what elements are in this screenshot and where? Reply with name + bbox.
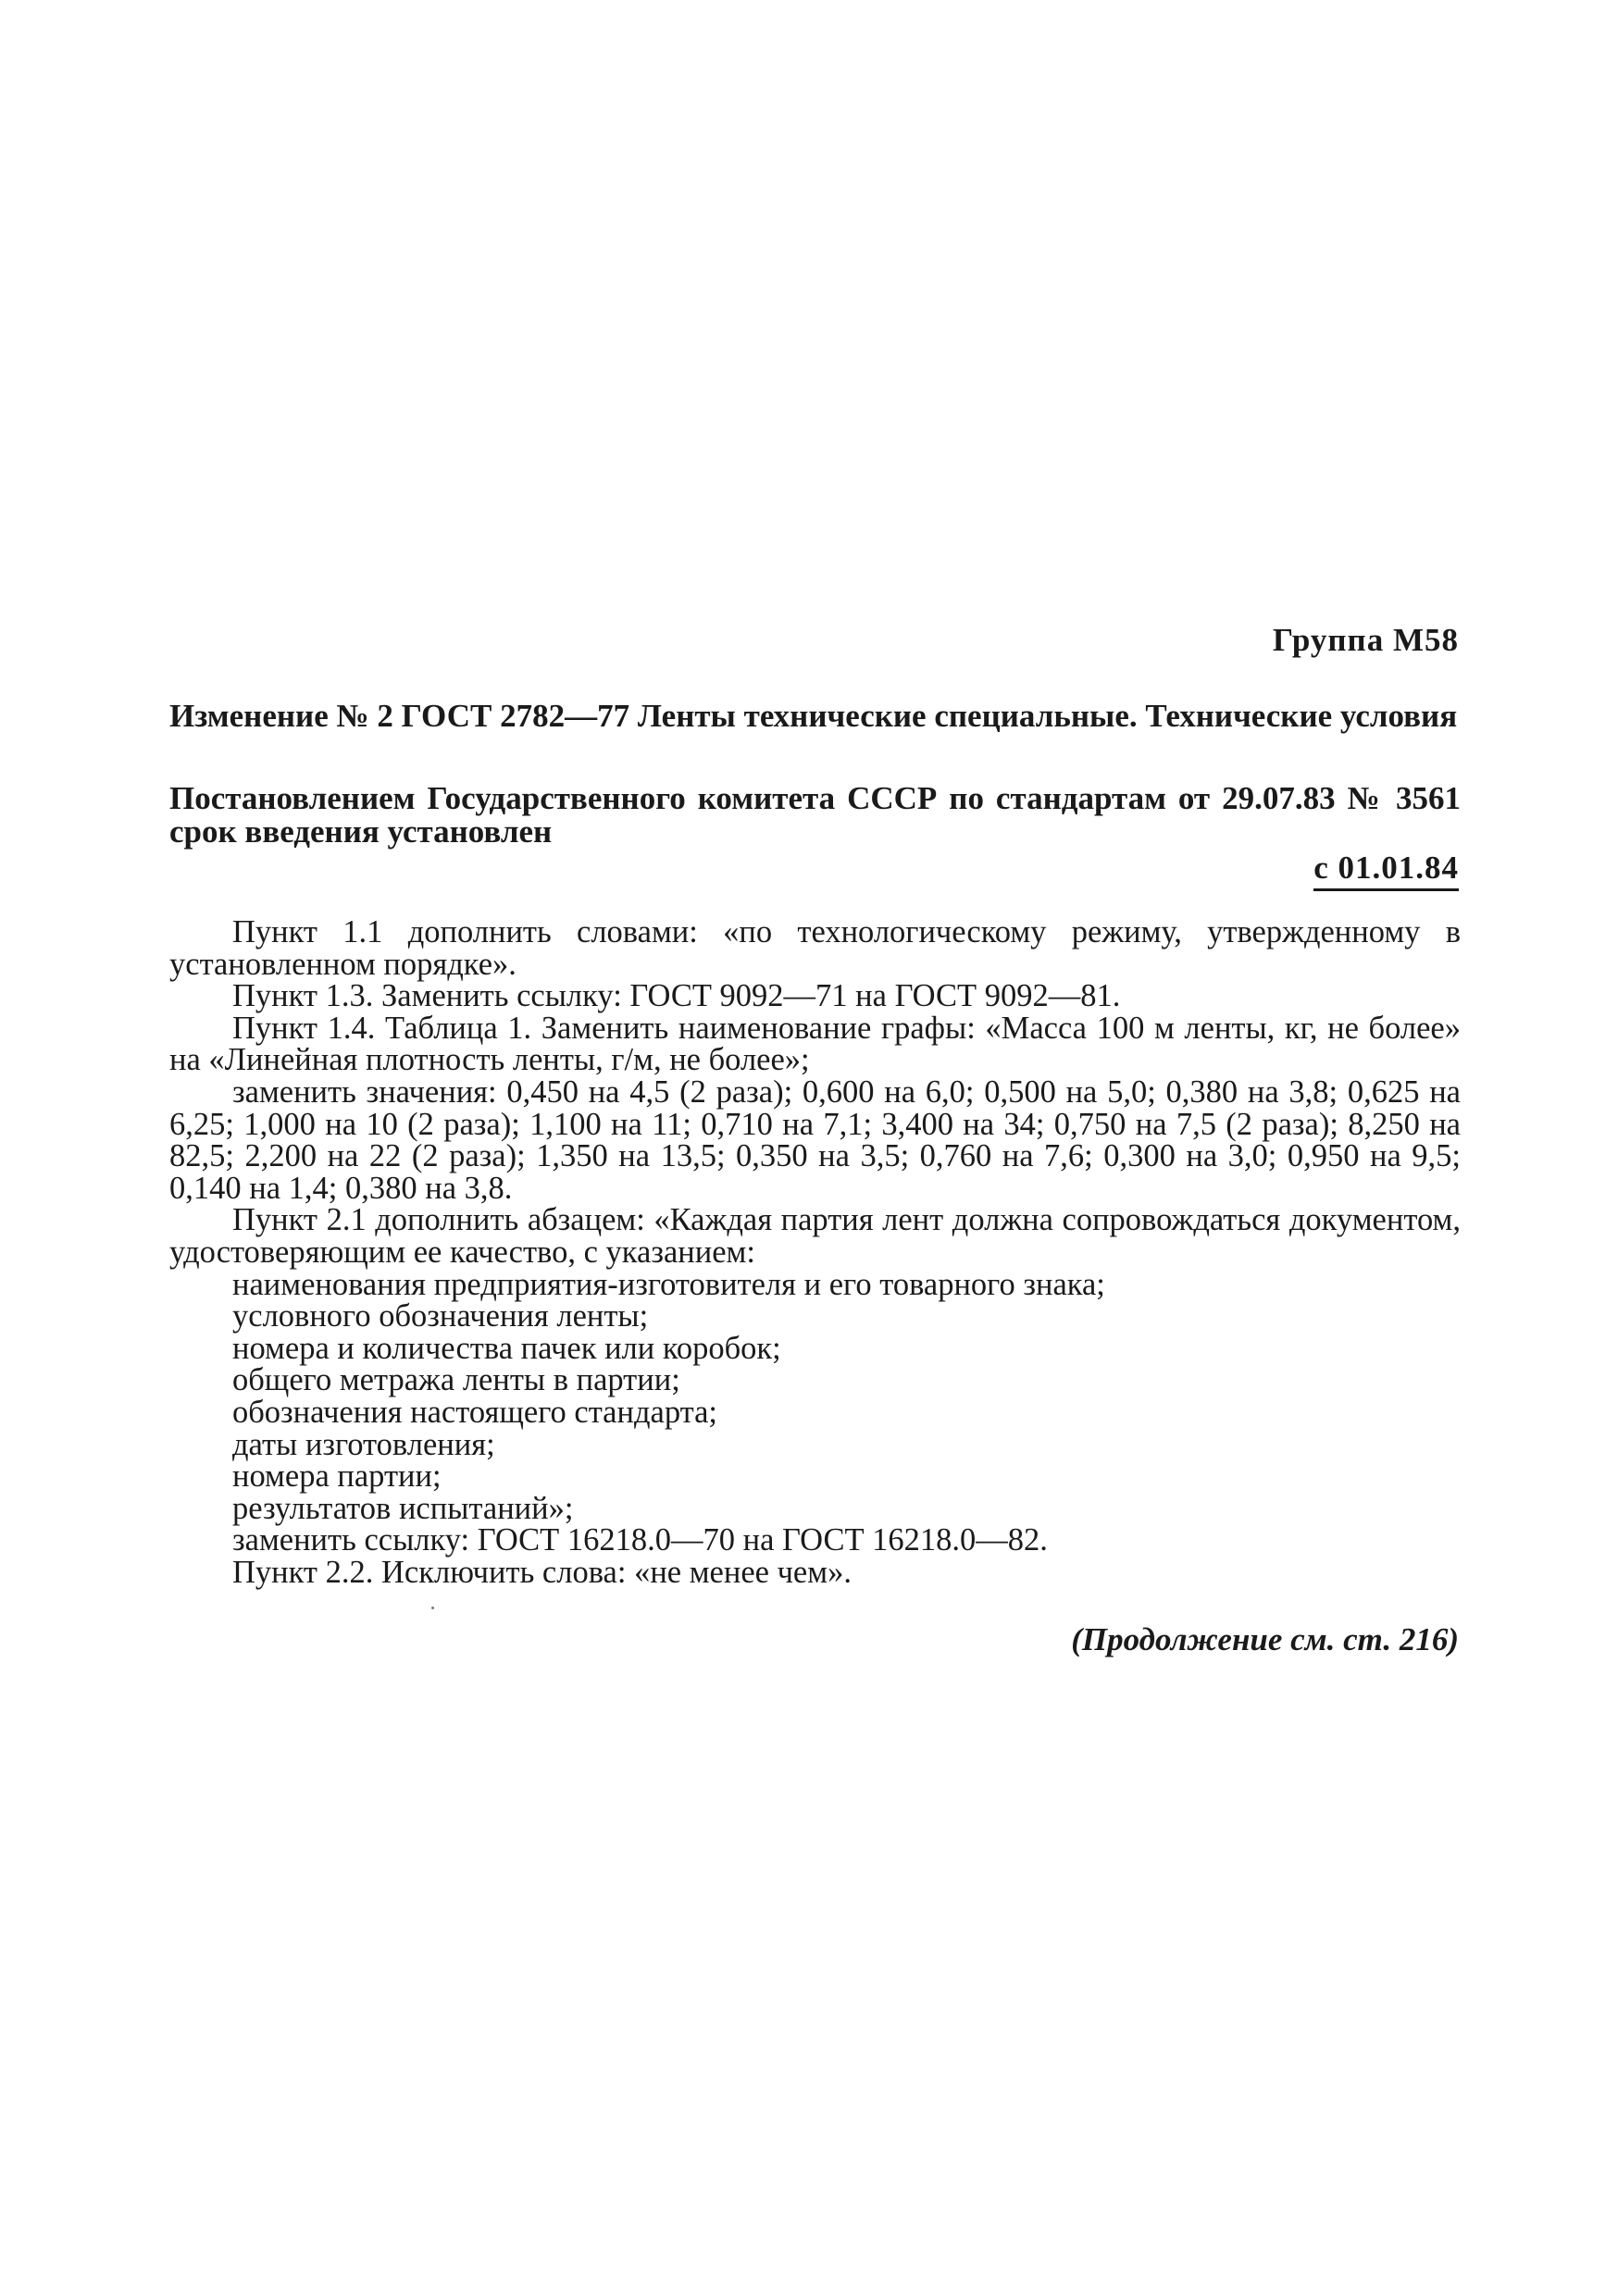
decree-text: Постановлением Государственного комитета СССР по стандартам от 29.07.83 № 3561 срок введения установлен <box>169 780 1461 850</box>
list-item: даты изготовления; <box>232 1426 495 1462</box>
list-item: результатов испытаний»; <box>232 1490 574 1526</box>
list-item: обозначения настоящего стандарта; <box>232 1394 718 1430</box>
paragraph-values: заменить значения: 0,450 на 4,5 (2 раза); 0,600 на 6,0; 0,500 на 5,0; 0,380 на 3,8; 0,625 на 6,25; 1,000 на 10 (2 раза); 1,100 на 11; 0,710 на 7,1; 3,400 на 34; 0,750 на 7,5 (2 раза); 8,250 на 82,5; 2,200 на 22 (2 раза); 1,350 на 13,5; 0,350 на 3,5; 0,760 на 7,6; 0,300 на 3,0; 0,950 на 9,5; 0,140 на 1,4; 0,380 на 3,8. <box>169 1074 1461 1206</box>
list-item: общего метража ленты в партии; <box>232 1362 680 1398</box>
effective-date: с 01.01.84 <box>1313 850 1459 891</box>
group-code: Группа М58 <box>1272 622 1459 658</box>
list-item: наименования предприятия-изготовителя и его товарного знака; <box>232 1266 1105 1302</box>
paragraph-2-2: Пункт 2.2. Исключить слова: «не менее чем». <box>232 1554 852 1590</box>
paragraph-1-3: Пункт 1.3. Заменить ссылку: ГОСТ 9092—71 на ГОСТ 9092—81. <box>232 978 1121 1014</box>
paragraph-reference: заменить ссылку: ГОСТ 16218.0—70 на ГОСТ 16218.0—82. <box>232 1522 1048 1558</box>
paragraph-1-1: Пункт 1.1 дополнить словами: «по технологическому режиму, утвержденному в установленном порядке». <box>169 914 1461 982</box>
list-item: условного обозначения ленты; <box>232 1298 649 1334</box>
list-item: номера и количества пачек или коробок; <box>232 1330 781 1366</box>
list-item: номера партии; <box>232 1458 442 1495</box>
amendment-body <box>169 916 1461 1588</box>
scan-speck <box>431 1607 434 1609</box>
paragraph-1-4: Пункт 1.4. Таблица 1. Заменить наименование графы: «Масса 100 м ленты, кг, не более» на «Линейная плотность ленты, г/м, не более»; <box>169 1010 1461 1078</box>
paragraph-2-1: Пункт 2.1 дополнить абзацем: «Каждая партия лент должна сопровождаться документом, удостоверяющим ее качество, с указанием: <box>169 1202 1461 1270</box>
continuation-note: (Продолжение см. ст. 216) <box>1071 1621 1459 1657</box>
amendment-title: Изменение № 2 ГОСТ 2782—77 Ленты технические специальные. Технические условия <box>169 698 1458 734</box>
